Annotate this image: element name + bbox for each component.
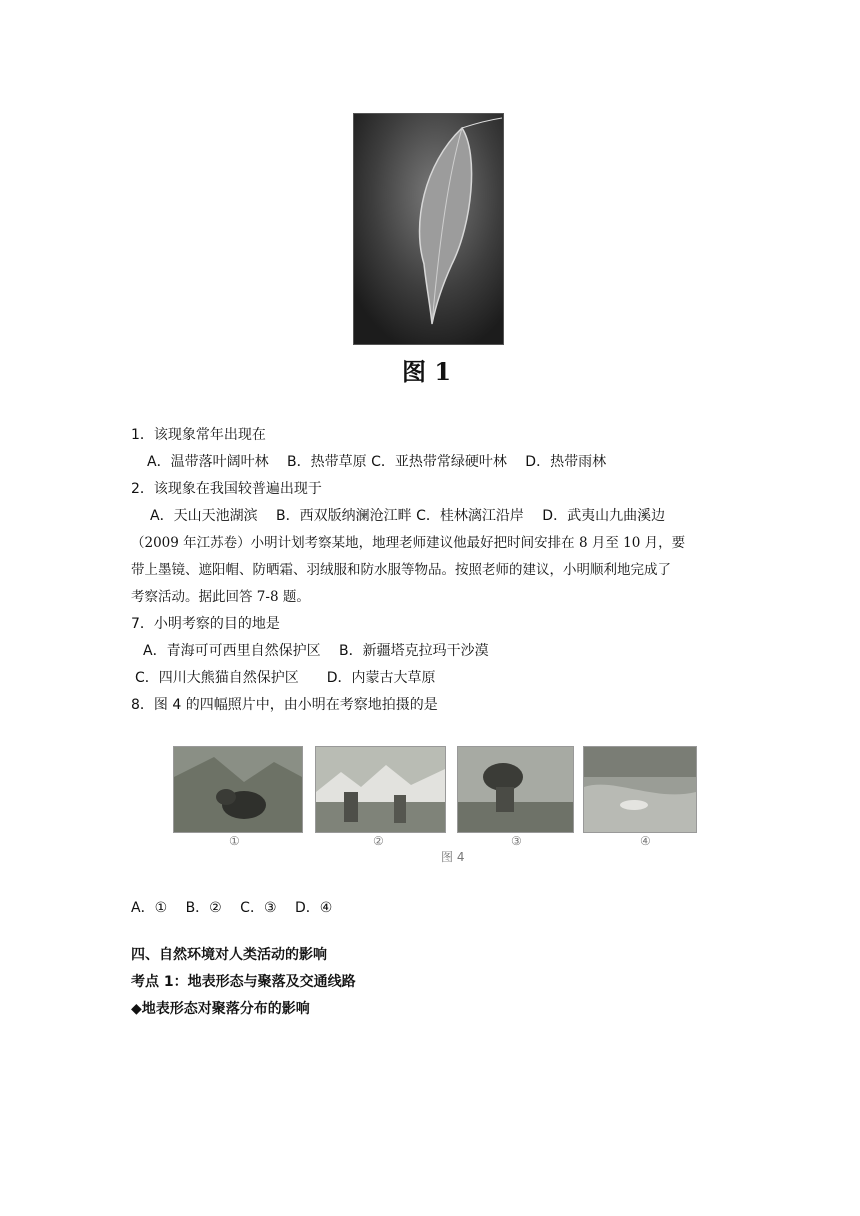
- figure4-caption: 图 4: [441, 850, 465, 864]
- intro-line-1: （2009 年江苏卷）小明计划考察某地，地理老师建议他最好把时间安排在 8 月至 10 月，要: [131, 535, 686, 551]
- figure1-caption: 图 1: [402, 357, 452, 386]
- photo-1: [173, 746, 303, 833]
- intro-line-2: 带上墨镜、遮阳帽、防晒霜、羽绒服和防水服等物品。按照老师的建议，小明顺利地完成了: [131, 562, 671, 578]
- photo-3: [457, 746, 574, 833]
- photo-2: [315, 746, 446, 833]
- leaf-photo: [353, 113, 504, 345]
- q2-stem: 2．该现象在我国较普遍出现于: [131, 481, 322, 497]
- photo-label-1: ①: [229, 834, 240, 848]
- photo-label-2: ②: [373, 834, 384, 848]
- photo-4: [583, 746, 697, 833]
- photo-label-3: ③: [511, 834, 522, 848]
- kaodian-heading: 考点 1：地表形态与聚落及交通线路: [131, 974, 356, 990]
- photo-label-4: ④: [640, 834, 651, 848]
- q7-options-1: A．青海可可西里自然保护区 B．新疆塔克拉玛干沙漠: [143, 643, 489, 659]
- q8-options: A．① B．② C．③ D．④: [131, 900, 333, 916]
- q8-stem: 8．图 4 的四幅照片中，由小明在考察地拍摄的是: [131, 697, 438, 713]
- section-heading: 四、自然环境对人类活动的影响: [131, 947, 327, 963]
- q2-options: A．天山天池湖滨 B．西双版纳澜沧江畔 C．桂林漓江沿岸 D．武夷山九曲溪边: [150, 508, 666, 524]
- q7-stem: 7．小明考察的目的地是: [131, 616, 280, 632]
- q1-stem: 1．该现象常年出现在: [131, 427, 266, 443]
- q7-options-2: C．四川大熊猫自然保护区 D．内蒙古大草原: [135, 670, 436, 686]
- q1-options: A．温带落叶阔叶林 B．热带草原 C．亚热带常绿硬叶林 D．热带雨林: [147, 454, 607, 470]
- intro-line-3: 考察活动。据此回答 7-8 题。: [131, 589, 310, 605]
- sub-heading: ◆地表形态对聚落分布的影响: [131, 1001, 310, 1017]
